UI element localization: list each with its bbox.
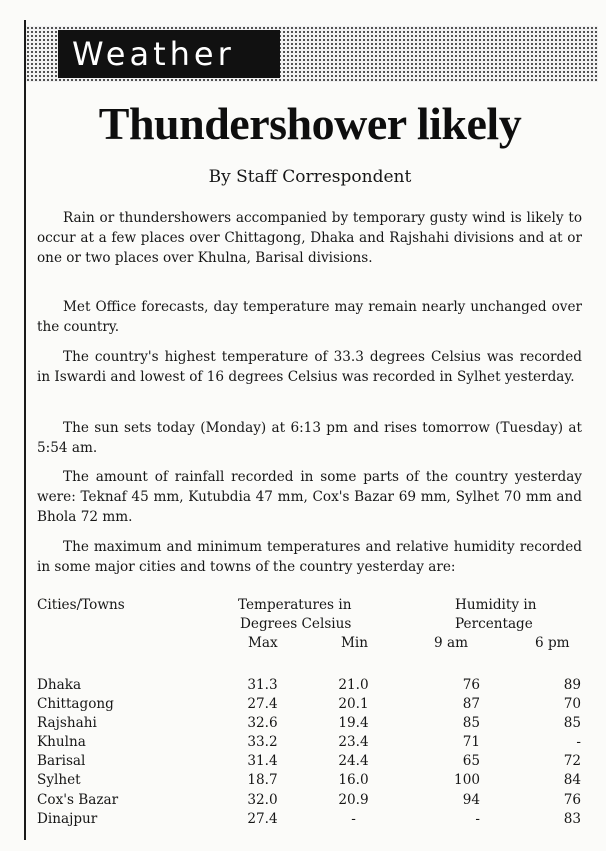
max-temp: 31.3 <box>247 677 278 693</box>
humidity-header: Humidity in <box>455 597 537 613</box>
humidity-6pm: 89 <box>563 677 581 693</box>
min-temp: 23.4 <box>338 734 369 751</box>
city-name: Dhaka <box>37 677 82 693</box>
section-label: Weather <box>72 35 235 73</box>
city-name: Dinajpur <box>37 810 98 827</box>
table-row <box>0 714 606 733</box>
max-column-header: Max <box>248 635 278 651</box>
byline: By Staff Correspondent <box>208 167 412 187</box>
9am-column-header: 9 am <box>434 635 468 651</box>
humidity-9am: - <box>475 810 480 827</box>
city-name: Sylhet <box>37 772 81 789</box>
min-temp: 21.0 <box>338 677 369 693</box>
city-name: Barisal <box>37 753 86 770</box>
min-temp: 19.4 <box>338 715 369 732</box>
humidity-9am: 100 <box>454 772 480 789</box>
headline: Thundershower likely <box>98 98 522 149</box>
weather-table <box>0 676 606 829</box>
cities-column-header: Cities/Towns <box>37 597 125 613</box>
humidity-9am: 94 <box>462 791 480 808</box>
city-name: Khulna <box>37 734 86 751</box>
humidity-6pm: 83 <box>563 810 581 827</box>
max-temp: 18.7 <box>247 772 278 789</box>
city-name: Rajshahi <box>37 715 97 732</box>
paragraph: Rain or thundershowers accompanied by temporary gusty wind is likely to occur at a few places over Chittagong, Dhaka and Rajshahi divisions and at or one or two places over Khulna, Barisal divisions. <box>37 210 582 266</box>
paragraph: The sun sets today (Monday) at 6:13 pm and rises tomorrow (Tuesday) at 5:54 am. <box>37 420 582 456</box>
max-temp: 31.4 <box>247 753 278 770</box>
min-temp: 16.0 <box>338 772 369 789</box>
max-temp: 33.2 <box>247 734 278 751</box>
humidity-header-units: Percentage <box>455 616 533 632</box>
city-name: Cox's Bazar <box>37 791 119 808</box>
humidity-6pm: 70 <box>563 696 581 713</box>
min-temp: 24.4 <box>338 753 369 770</box>
humidity-9am: 71 <box>462 734 480 751</box>
min-temp: 20.9 <box>338 791 369 808</box>
humidity-6pm: 85 <box>563 715 581 732</box>
paragraph: Met Office forecasts, day temperature may remain nearly unchanged over the country. <box>37 299 582 335</box>
humidity-9am: 76 <box>462 677 480 693</box>
humidity-6pm: 72 <box>563 753 581 770</box>
min-temp: 20.1 <box>338 696 369 713</box>
humidity-9am: 87 <box>462 696 480 713</box>
min-column-header: Min <box>341 635 369 651</box>
max-temp: 27.4 <box>247 696 278 713</box>
max-temp: 32.0 <box>247 791 278 808</box>
humidity-6pm: 84 <box>563 772 581 789</box>
paragraph: The country's highest temperature of 33.3 degrees Celsius was recorded in Iswardi and lowest of 16 degrees Celsius was recorded in Sylhet yesterday. <box>37 349 582 385</box>
table-row <box>0 695 606 714</box>
humidity-6pm: 76 <box>563 791 581 808</box>
city-name: Chittagong <box>37 696 114 713</box>
table-row <box>0 733 606 752</box>
temperature-header: Temperatures in <box>238 597 352 613</box>
table-row <box>0 810 606 829</box>
paragraph: The amount of rainfall recorded in some parts of the country yesterday were: Teknaf 45 mm, Kutubdia 47 mm, Cox's Bazar 69 mm, Sylhet 70 mm and Bhola 72 mm. <box>37 469 582 525</box>
min-temp: - <box>351 810 356 827</box>
max-temp: 27.4 <box>247 810 278 827</box>
table-row <box>0 676 606 695</box>
6pm-column-header: 6 pm <box>535 635 570 651</box>
humidity-6pm: - <box>576 734 581 751</box>
paragraph: The maximum and minimum temperatures and relative humidity recorded in some major cities and towns of the country yesterday are: <box>37 539 582 575</box>
max-temp: 32.6 <box>247 715 278 732</box>
table-row <box>0 791 606 810</box>
humidity-9am: 65 <box>462 753 480 770</box>
table-row <box>0 771 606 790</box>
temperature-header-units: Degrees Celsius <box>240 616 352 632</box>
table-row <box>0 752 606 771</box>
humidity-9am: 85 <box>462 715 480 732</box>
